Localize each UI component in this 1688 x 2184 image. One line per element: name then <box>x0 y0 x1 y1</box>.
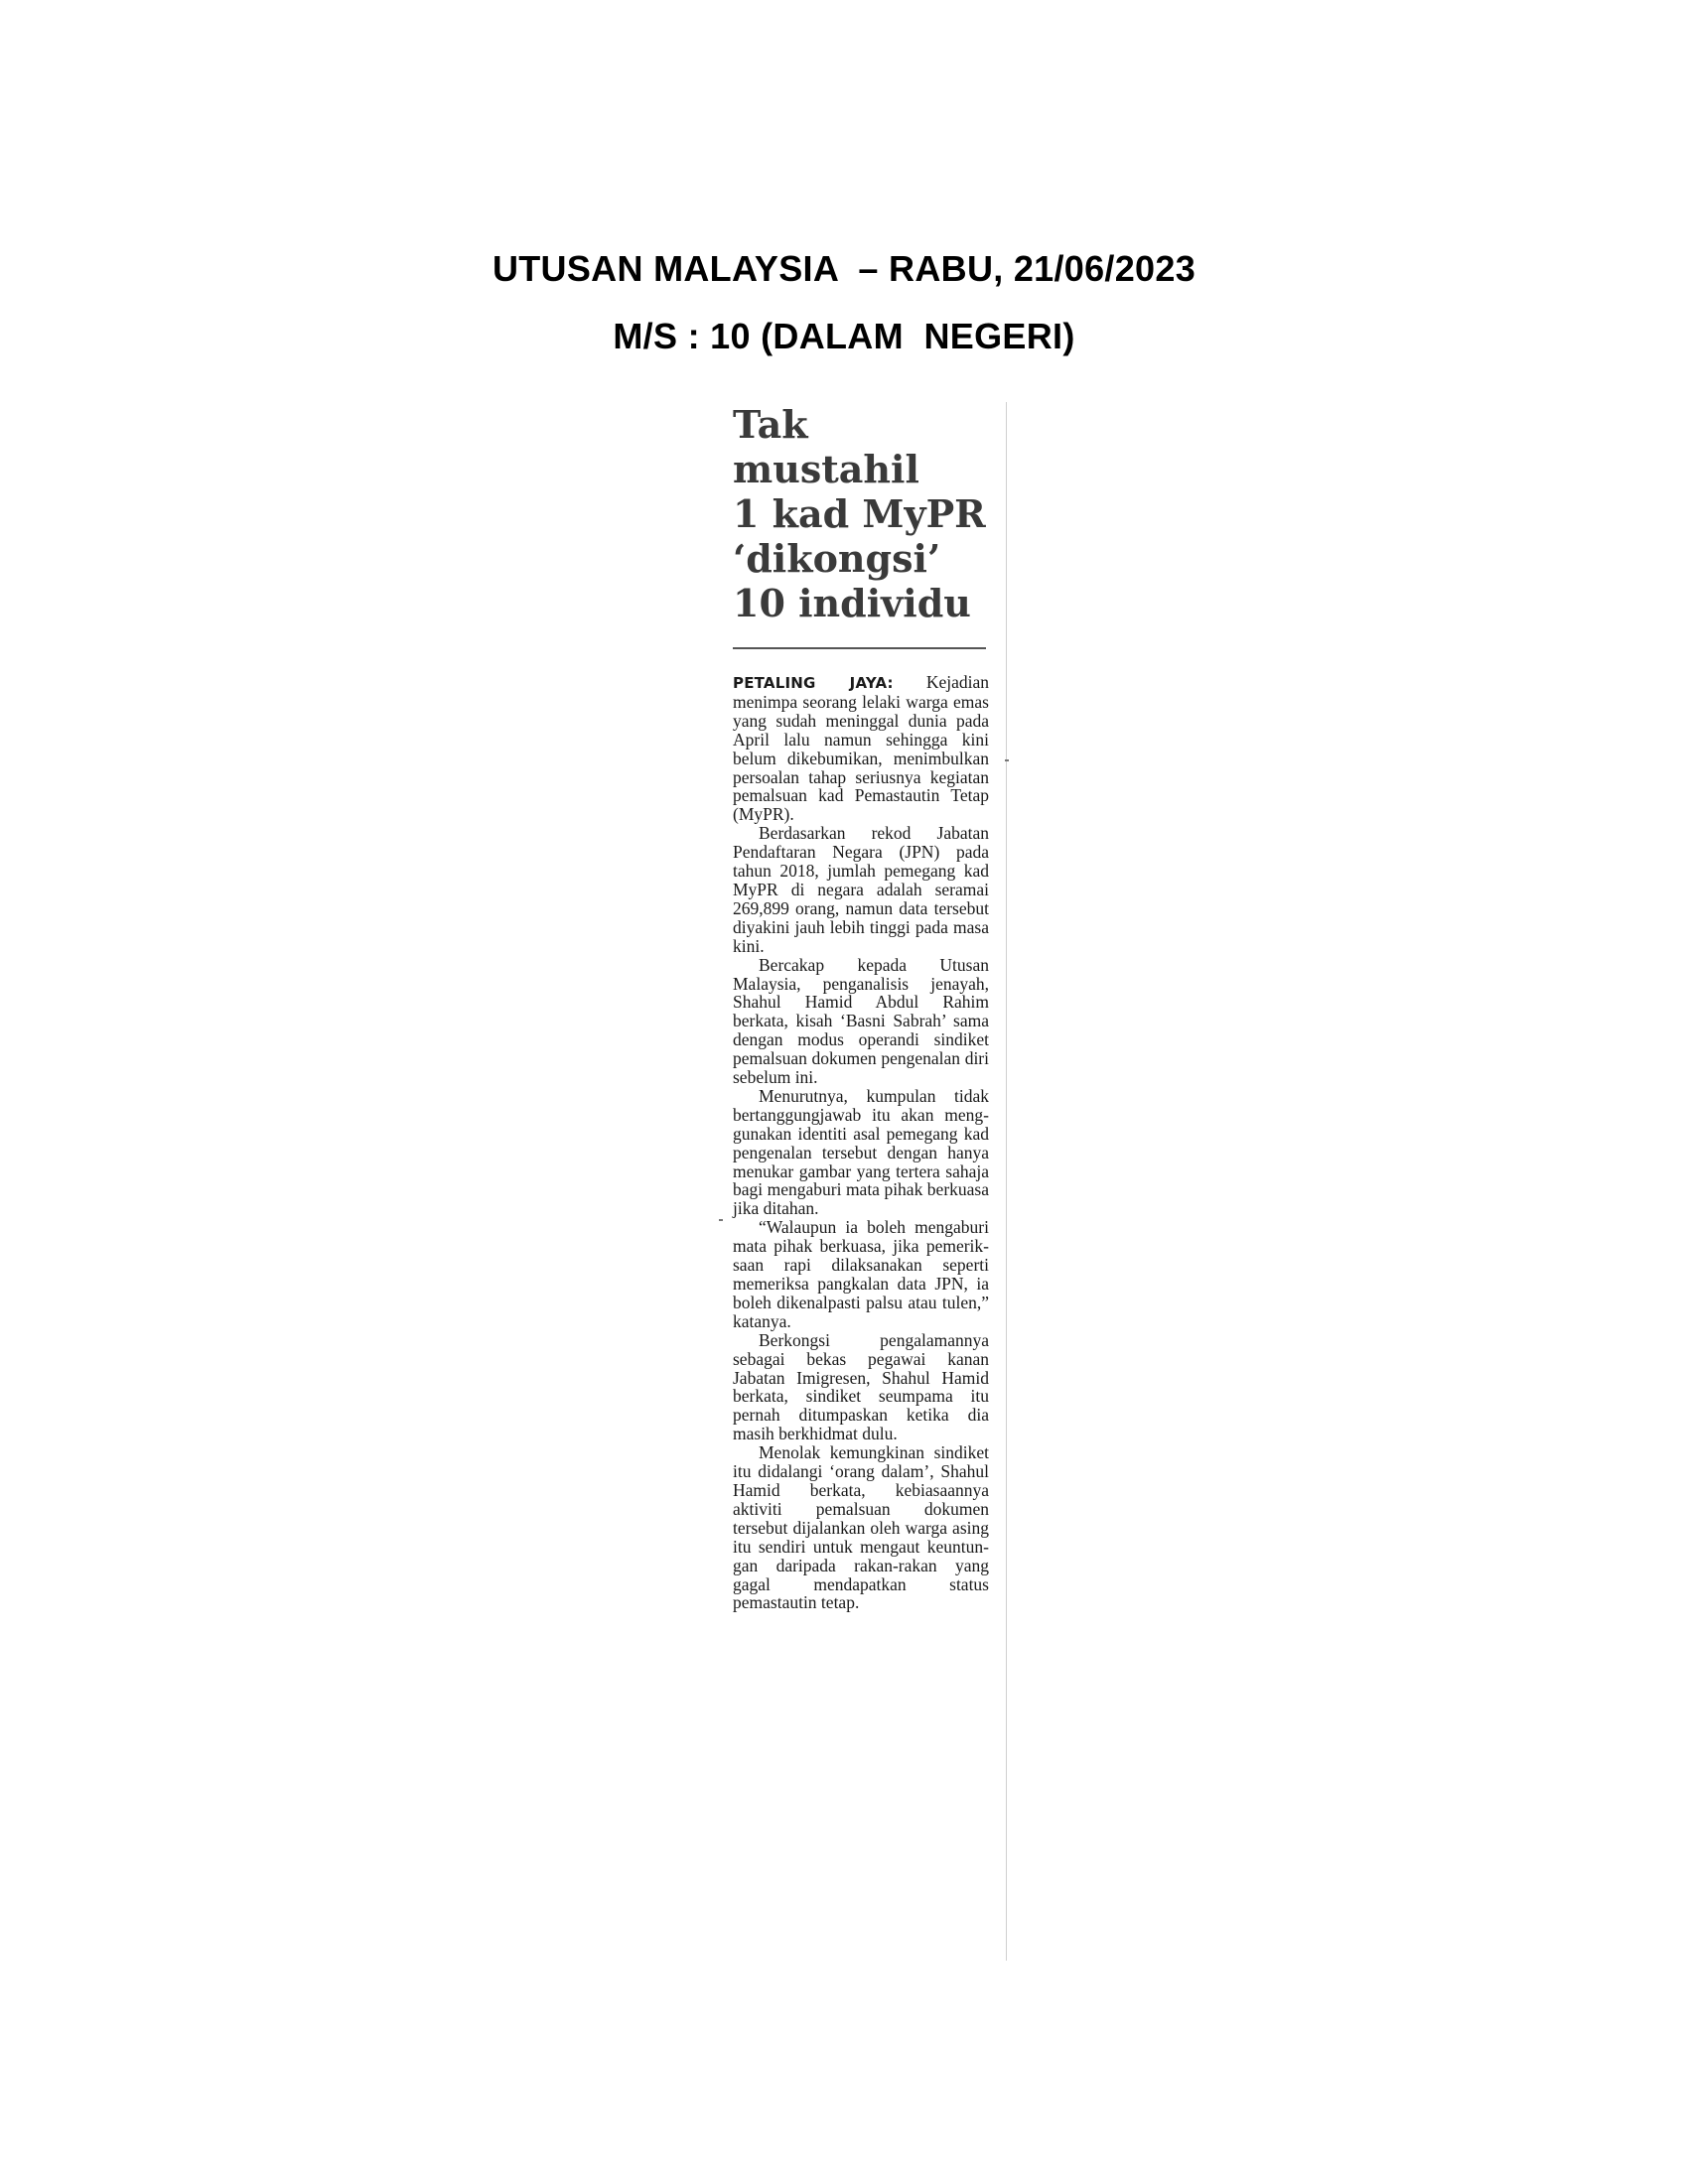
article-paragraph: Bercakap kepada Utusan Malaysia, penganalisis jenayah, Shahul Hamid Abdul Rahim berkata, kisah ‘Basni Sabrah’ sama dengan modus operandi sindiket pemalsuan dokumen pengenalan diri sebelum ini. <box>733 954 989 1088</box>
newspaper-source-date: UTUSAN MALAYSIA – RABU, 21/06/2023 <box>492 248 1196 289</box>
article-paragraph: Menolak kemungkinan sindiket itu didalangi ‘orang dalam’, Shahul Hamid berkata, kebiasaannya aktiviti pemalsuan dokumen tersebut dijalankan oleh warga asing itu sendiri untuk mengaut keuntungan daripada rakan-rakan yang gagal mendapatkan status pemastautin tetap. <box>733 1442 989 1613</box>
lead-text: Kejadian menimpa seorang lelaki warga emas yang sudah meninggal dunia pada April lalu namun sehingga kini belum dikebumikan, menimbulkan persoalan tahap seriusnya kegiatan pemalsuan kad Pemastautin Tetap (MyPR). <box>733 672 989 825</box>
article-paragraph: Berdasarkan rekod Jabatan Pendaftaran Negara (JPN) pada tahun 2018, jumlah pemegang kad MyPR di negara adalah seramai 269,899 orang, namun data tersebut diyakini jauh lebih tinggi pada masa kini. <box>733 823 989 956</box>
headline-line: Tak <box>733 402 808 447</box>
article-body <box>733 673 989 1612</box>
headline-divider <box>733 647 986 649</box>
article-headline <box>733 402 1001 625</box>
headline-line: 10 individu <box>733 581 971 625</box>
headline-line: 1 kad MyPR <box>733 491 986 536</box>
clipping-edge <box>1006 402 1007 1961</box>
headline-line: mustahil <box>733 447 919 491</box>
article-paragraph: Menurutnya, kumpulan tidak bertanggungjawab itu akan menggunakan identiti asal pemegang kad pengenalan tersebut dengan hanya menukar gambar yang tertera sahaja bagi mengaburi mata pihak berkuasa jika ditahan. <box>733 1085 989 1219</box>
page-section-label: M/S : 10 (DALAM NEGERI) <box>613 316 1075 356</box>
headline-line: ‘dikongsi’ <box>733 536 941 581</box>
article-paragraph <box>733 673 989 824</box>
scan-speck <box>1005 759 1009 761</box>
scan-speck <box>719 1219 723 1221</box>
dateline: PETALING JAYA: <box>733 674 894 692</box>
article-paragraph: “Walaupun ia boleh mengaburi mata pihak berkuasa, jika pemeriksaan rapi dilaksanakan seperti memeriksa pangkalan data JPN, ia boleh dikenalpasti palsu atau tulen,” katanya. <box>733 1217 989 1331</box>
article-paragraph: Berkongsi pengalamannya sebagai bekas pegawai kanan Jabatan Imigresen, Shahul Hamid berkata, sindiket seumpama itu pernah ditumpaskan ketika dia masih berkhidmat dulu. <box>733 1329 989 1444</box>
